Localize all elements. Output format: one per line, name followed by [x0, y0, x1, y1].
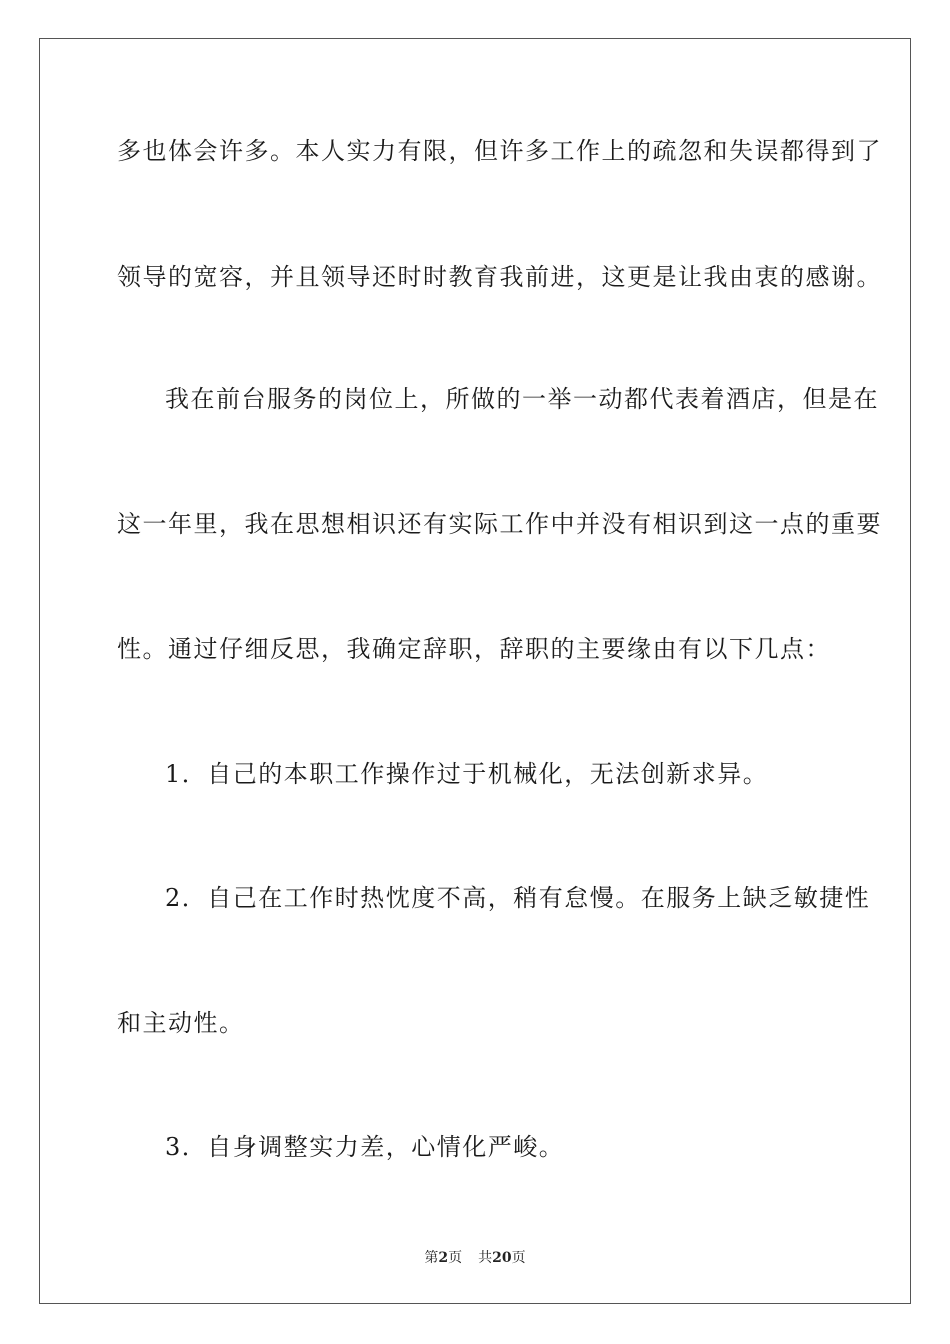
total-prefix: 共	[478, 1250, 493, 1266]
page-suffix: 页	[448, 1250, 463, 1266]
total-suffix: 页	[511, 1250, 526, 1266]
body-line-4: 这一年里，我在思想相识还有实际工作中并没有相识到这一点的重要	[117, 510, 882, 538]
list-item-3: 3．自身调整实力差，心情化严峻。	[165, 1133, 565, 1161]
page-border	[39, 38, 911, 1304]
page-number: 2	[438, 1250, 449, 1266]
body-line-3: 我在前台服务的岗位上，所做的一举一动都代表着酒店，但是在	[165, 385, 879, 413]
total-pages: 20	[492, 1250, 512, 1266]
page-footer	[0, 1249, 950, 1267]
body-line-2: 领导的宽容，并且领导还时时教育我前进，这更是让我由衷的感谢。	[117, 263, 882, 291]
list-item-1: 1．自己的本职工作操作过于机械化，无法创新求异。	[165, 760, 769, 788]
page-prefix: 第	[424, 1250, 439, 1266]
list-item-2: 2．自己在工作时热忱度不高，稍有怠慢。在服务上缺乏敏捷性	[165, 884, 871, 912]
body-line-1: 多也体会许多。本人实力有限，但许多工作上的疏忽和失误都得到了	[117, 137, 882, 165]
body-line-5: 性。通过仔细反思，我确定辞职，辞职的主要缘由有以下几点：	[117, 635, 831, 663]
list-item-2-continued: 和主动性。	[117, 1009, 245, 1037]
